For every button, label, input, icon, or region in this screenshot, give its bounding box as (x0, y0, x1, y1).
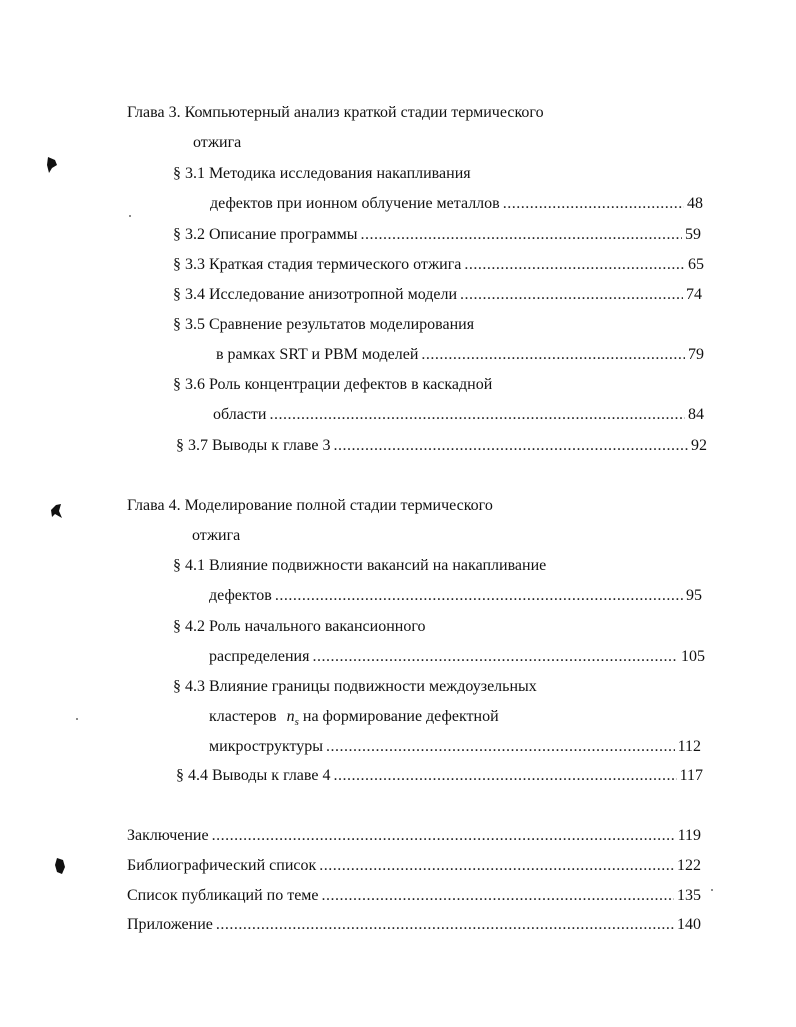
page-number: 79 (688, 346, 704, 363)
toc-entry-3-4 (173, 285, 702, 305)
toc-entry-label: Приложение (127, 916, 213, 933)
leader-dots (322, 886, 674, 906)
page-number: 65 (688, 256, 704, 273)
toc-entry-3-3 (173, 255, 704, 275)
leader-dots (275, 586, 683, 606)
leader-dots (361, 225, 682, 245)
page-number: 92 (691, 437, 707, 454)
toc-entry-label: § 3.7 Выводы к главе 3 (176, 437, 331, 454)
toc-entry-3-5-label: § 3.5 Сравнение результатов моделирования (173, 316, 475, 333)
page-number: 135 (677, 887, 701, 904)
toc-entry-bibliography (127, 856, 701, 876)
leader-dots (212, 826, 675, 846)
toc-entry-label: распределения (209, 648, 310, 665)
toc-entry-4-2-label: § 4.2 Роль начального вакансионного (173, 618, 426, 635)
toc-entry-3-1-label: § 3.1 Методика исследования накапливания (173, 165, 471, 182)
leader-dots (269, 405, 685, 425)
toc-entry-label: на формирование дефектной (302, 708, 499, 725)
toc-entry-3-5 (216, 345, 704, 365)
binder-hole-mark-bottom (54, 857, 66, 875)
toc-entry-4-3 (209, 737, 701, 757)
page-number: 74 (686, 286, 702, 303)
toc-entry-label: § 3.2 Описание программы (173, 226, 358, 243)
toc-entry-label: кластеров (209, 708, 277, 725)
page-number: 84 (688, 406, 704, 423)
binder-hole-mark-top (46, 156, 58, 174)
toc-entry-3-1 (210, 194, 703, 214)
page-number: 48 (687, 195, 703, 212)
toc-entry-label: § 4.4 Выводы к главе 4 (176, 767, 331, 784)
chapter-4-heading-cont: отжига (192, 527, 241, 544)
page-number: 95 (686, 587, 702, 604)
page-number: 117 (679, 767, 703, 784)
page-number: 105 (681, 648, 705, 665)
leader-dots (503, 194, 684, 214)
toc-entry-label: Список публикаций по теме (127, 887, 319, 904)
scan-speck (711, 889, 713, 891)
scan-speck (76, 718, 78, 720)
page-number: 140 (677, 916, 701, 933)
math-symbol-ns: $n_s$ (286, 708, 299, 729)
toc-entry-label: дефектов (209, 587, 272, 604)
chapter-4-heading: Глава 4. Моделирование полной стадии термического (127, 497, 493, 514)
toc-entry-label: микроструктуры (209, 738, 324, 755)
leader-dots (460, 285, 683, 305)
chapter-3-heading: Глава 3. Компьютерный анализ краткой стадии термического (127, 104, 544, 121)
leader-dots (216, 915, 674, 935)
toc-entry-3-6 (213, 405, 704, 425)
toc-entry-3-2 (173, 225, 701, 245)
toc-entry-label: § 3.3 Краткая стадия термического отжига (173, 256, 462, 273)
toc-entry-4-3-label-line2 (209, 707, 499, 732)
toc-entry-4-4 (176, 766, 703, 786)
scan-speck (129, 215, 131, 217)
toc-entry-label: § 3.4 Исследование анизотропной модели (173, 286, 458, 303)
leader-dots (326, 737, 675, 757)
leader-dots (333, 436, 688, 456)
toc-entry-3-6-label: § 3.6 Роль концентрации дефектов в каскадной (173, 376, 493, 393)
toc-entry-label: Библиографический список (127, 857, 317, 874)
toc-entry-label: в рамках SRT и PBM моделей (216, 346, 419, 363)
toc-entry-4-3-label: § 4.3 Влияние границы подвижности междоузельных (173, 678, 537, 695)
toc-entry-label: Заключение (127, 827, 209, 844)
toc-entry-4-1 (209, 586, 702, 606)
leader-dots (421, 345, 685, 365)
toc-entry-label: области (213, 406, 267, 423)
toc-entry-conclusion (127, 826, 701, 846)
binder-hole-mark-middle (50, 502, 62, 520)
toc-entry-publications (127, 886, 701, 906)
page-number: 119 (677, 827, 701, 844)
toc-entry-appendix (127, 915, 701, 935)
page-number: 122 (677, 857, 701, 874)
chapter-3-heading-cont: отжига (193, 134, 242, 151)
leader-dots (333, 766, 676, 786)
leader-dots (312, 647, 678, 667)
toc-entry-4-1-label: § 4.1 Влияние подвижности вакансий на накапливание (173, 557, 547, 574)
toc-entry-label: дефектов при ионном облучение металлов (210, 195, 500, 212)
page-number: 59 (685, 226, 701, 243)
leader-dots (464, 255, 685, 275)
leader-dots (319, 856, 674, 876)
toc-entry-4-2 (209, 647, 705, 667)
page-number: 112 (677, 738, 701, 755)
toc-entry-3-7 (176, 436, 707, 456)
